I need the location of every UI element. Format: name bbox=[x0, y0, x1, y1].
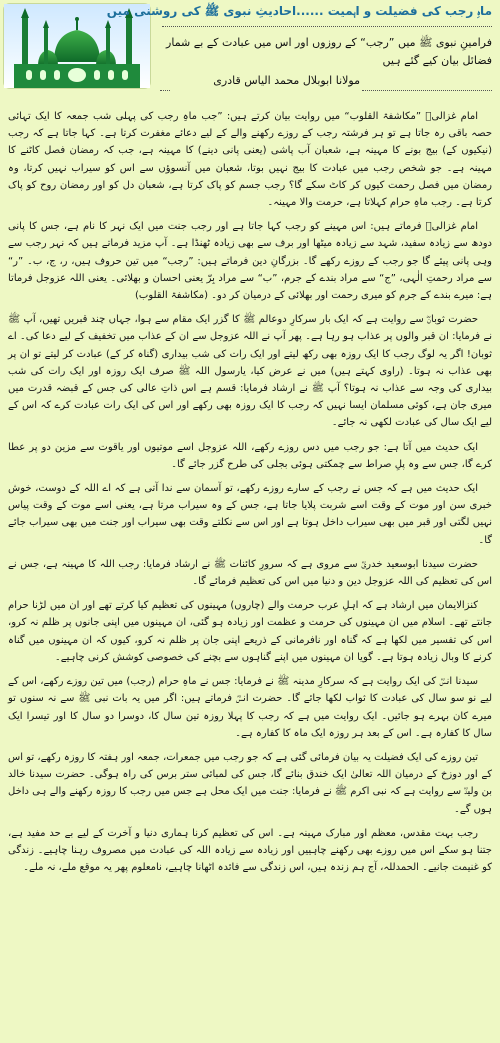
title-divider bbox=[162, 26, 492, 27]
paragraph: ایک حدیث میں آتا ہے: جو رجب میں دس روزے رکھے، اللہ عزوجل اسے موتیوں اور یاقوت سے مزین دو پر عطا کرے گا، جس سے وہ پلِ صراط سے چمکتی ہوئی بجلی کی طرح گزر جائے گا۔ bbox=[8, 441, 492, 470]
article-subtitle: فرامینِ نبوی ﷺ میں ”رجب“ کے روزوں اور اس میں عبادت کے بے شمار فضائل بیان کیے گئے ہیں bbox=[166, 36, 492, 67]
paragraph: امام غزالیؒ ”مکاشفۃ القلوب“ میں روایت بیان کرتے ہیں: ”جب ماہِ رجب کی پہلی شب جمعہ کا ایک تہائی حصہ باقی رہ جاتا ہے تو ہر فرشتہ رجب کے روزے رکھنے والے کے لیے دعائے مغفرت کرتا ہے۔ کہا جاتا ہے کہ رجب (نیکیوں کے) بیج بونے کا مہینہ ہے، شعبان آب پاشی (یعنی پانی دینے) کا مہینہ ہے، جب کہ رمضان فصل کاٹنے کا مہینہ ہے۔ جو شخص رجب میں عبادت کا بیج نہیں بوتا، شعبان میں آنسوؤں سے اس کو سیراب نہیں کرتا، وہ رمضان میں فصل رحمت کیوں کر کاٹ سکے گا؟ رجب جسم کو پاک کرتا ہے، شعبان دل کو اور رمضان روح کو پاک کرتا ہے۔ رجب ماہِ حرام کہلاتا ہے، حرمت والا مہینہ۔ bbox=[8, 111, 492, 209]
paragraph: سیدنا انسؓ کی ایک روایت ہے کہ سرکارِ مدینہ ﷺ نے فرمایا: جس نے ماہِ حرام (رجب) میں تین روزے رکھے، اس کے لیے نو سو سال کی عبادت کا ثواب لکھا جائے گا۔ حضرت انسؓ فرماتے ہیں: اگر میں یہ بات نبی ﷺ سے نہ سنوں تو میرے کان بہرے ہو جائیں۔ ایک روایت میں ہے کہ رجب کا پہلا روزہ تین سال کا، دوسرا دو سال کا اور تیسرا ایک سال کا کفارہ ہے۔ اس کے بعد ہر روزہ ایک ماہ کا کفارہ ہے۔ bbox=[8, 676, 492, 739]
article-body bbox=[8, 108, 492, 1038]
page-title: ماہِ رجب کی فضیلت و اہمیت ......احادیثِ نبوی ﷺ کی روشنی میں bbox=[106, 4, 492, 18]
author-name: مولانا ابوبلال محمد الیاس قادری bbox=[213, 74, 360, 87]
paragraph: کنزالایمان میں ارشاد ہے کہ اہلِ عرب حرمت والے (چاروں) مہینوں کی تعظیم کیا کرتے تھے اور ان میں لڑنا حرام جانتے تھے۔ اسلام میں ان مہینوں کی حرمت و عظمت اور زیادہ ہو گئی، ان مہینوں میں اپنی جانوں پر ظلم نہ کرو، اس کی تفسیر میں لکھا ہے کہ گناہ اور نافرمانی کے ذریعے اپنی جان پر ظلم نہ کرو، کیوں کہ ان مہینوں میں گناہ کرنے کا وبال زیادہ ہوتا ہے۔ گویا ان مہینوں میں اپنے گناہوں سے بچنے کی خصوصی کوشش کرنی چاہیے۔ bbox=[8, 600, 492, 663]
paragraph: رجب بہت مقدس، معظم اور مبارک مہینہ ہے۔ اس کی تعظیم کرنا ہماری دنیا و آخرت کے لیے بے حد مفید ہے، جتنا ہو سکے اس میں روزے بھی رکھنے چاہییں اور زیادہ سے زیادہ اللہ کی عبادت میں مصروف رہنا چاہیے۔ زندگی کو غنیمت جانیے۔ الحمدللہ، آج ہم زندہ ہیں، اس زندگی سے فائدہ اٹھانا چاہیے، نامعلوم پھر یہ موقع ملے، نہ ملے۔ bbox=[8, 827, 492, 874]
author-divider-right bbox=[362, 90, 492, 91]
author-divider-left bbox=[160, 90, 170, 91]
paragraph: تین روزے کی ایک فضیلت یہ بیان فرمائی گئی ہے کہ جو رجب میں جمعرات، جمعہ اور ہفتہ کا روزہ رکھے، تو اس کے اور دوزخ کے درمیان اللہ تعالیٰ ایک خندق بنائے گا، جس کی لمبائی ستر برس کی راہ ہوگی۔ حضرت سیدنا خالد بن ولیدؓ سے روایت ہے کہ نبی اکرم ﷺ نے فرمایا: جنت میں ایک محل ہے جس میں رجب کا روزہ رکھنے والے ہی داخل ہوں گے۔ bbox=[8, 751, 492, 815]
article-header bbox=[0, 0, 500, 87]
paragraph: امام غزالیؒ فرماتے ہیں: اس مہینے کو رجب کہا جاتا ہے اور رجب جنت میں ایک نہر کا نام ہے، جس کا پانی دودھ سے زیادہ سفید، شہد سے زیادہ میٹھا اور برف سے بھی زیادہ ٹھنڈا ہے۔ آپ مزید فرماتے ہیں کہ نہر رجب سے وہی پانی پیئے گا جو رجب کے روزے رکھے گا۔ بزرگانِ دین فرماتے ہیں: ”رجب“ میں تین حروف ہیں، ر، ج، ب۔ ”ر“ سے مراد رحمتِ الٰہی، ”ج“ سے مراد بندے کے جرم، ”ب“ سے مراد بِرّ یعنی احسان و بھلائی۔ یعنی اللہ عزوجل فرماتا ہے: میرے بندے کے جرم کو میری رحمت اور بھلائی کے درمیان کر دو۔ (مکاشفۃ القلوب) bbox=[8, 221, 492, 302]
paragraph: حضرت ثوبانؓ سے روایت ہے کہ ایک بار سرکارِ دوعالم ﷺ کا گزر ایک مقام سے ہوا، جہاں چند قبریں تھیں، آپ ﷺ نے فرمایا: ان قبر والوں پر عذاب ہو رہا ہے۔ پھر آپ نے اللہ عزوجل سے ان کے عذاب میں تخفیف کے لیے دعا کی۔ اے ثوبان! اگر یہ لوگ رجب کا ایک روزہ بھی رکھ لیتے اور ایک رات کی شب بیداری (گناہ کر کے) عبادت کر لیتے تو ان پر بھی عذاب نہ ہوتا۔ (راوی کہتے ہیں) میں نے عرض کیا، یارسول اللہ ﷺ صرف ایک روزہ اور ایک رات کی شب بیداری کی وجہ سے عذاب نہ ہوتا؟ آپ ﷺ نے ارشاد فرمایا: قسم ہے اس ذاتِ عالی کی جس کے قبضہ قدرت میں میری جان ہے، کوئی مسلمان ایسا نہیں کہ رجب کا ایک روزہ بھی رکھے اور اس کی ایک رات عبادت کرے کہ اس کے لیے ایک سال کی عبادت لکھی نہ جائے۔ bbox=[8, 314, 492, 429]
paragraph: حضرت سیدنا ابوسعید خدریؓ سے مروی ہے کہ سرورِ کائنات ﷺ نے ارشاد فرمایا: رجب اللہ کا مہینہ ہے، جس نے اس کی تعظیم کی اللہ عزوجل دین و دنیا میں اس کی تعظیم فرمائے گا۔ bbox=[8, 558, 492, 588]
paragraph: ایک حدیث میں ہے کہ جس نے رجب کے سارے روزے رکھے، تو آسمان سے ندا آتی ہے کہ اے اللہ کے دوست، خوش خبری سن اور موت کے وقت اسے شربت پلایا جاتا ہے، جس کے وہ سیراب مرتا ہے، یعنی اسے موت کے وقت پیاس نہیں لگتی اور قبر میں بھی سیراب داخل ہوتا ہے اور اس سے نکلتے وقت بھی سیراب اور جنت میں بھی سیراب جائے گا۔ bbox=[8, 483, 492, 546]
